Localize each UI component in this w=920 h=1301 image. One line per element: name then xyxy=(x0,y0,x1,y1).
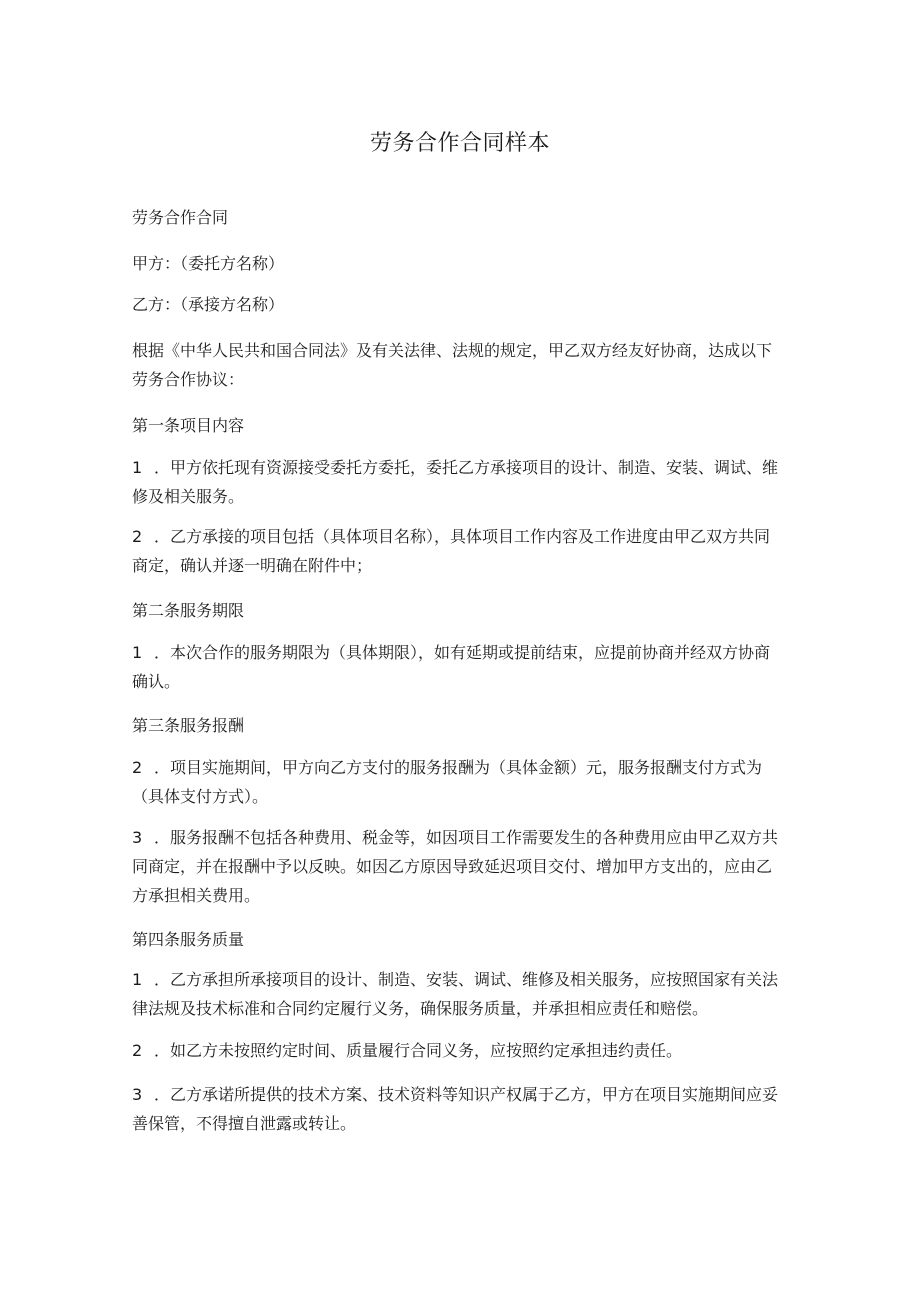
clause-text: ．甲方依托现有资源接受委托方委托，委托乙方承接项目的设计、制造、安装、调试、维修及相关服务。 xyxy=(132,458,779,506)
clause-number: 3 xyxy=(132,828,143,847)
contract-name: 劳务合作合同 xyxy=(132,208,229,227)
party-a: 甲方：（委托方名称） xyxy=(132,254,285,273)
clause-text: ．服务报酬不包括各种费用、税金等，如因项目工作需要发生的各种费用应由甲乙双方共同商定，并在报酬中予以反映。如因乙方原因导致延迟项目交付、增加甲方支出的，应由乙方承担相关费用。 xyxy=(132,828,779,905)
section-heading: 第四条服务质量 xyxy=(132,930,245,949)
clause xyxy=(132,753,782,811)
clause-number: 2 xyxy=(132,527,143,546)
clause-number: 3 xyxy=(132,1085,143,1104)
clause-text: ．项目实施期间，甲方向乙方支付的服务报酬为（具体金额）元，服务报酬支付方式为（具体支付方式）。 xyxy=(132,758,763,806)
clause-number: 1 xyxy=(132,643,143,662)
clause-text: ．乙方承担所承接项目的设计、制造、安装、调试、维修及相关服务，应按照国家有关法律法规及技术标准和合同约定履行义务，确保服务质量，并承担相应责任和赔偿。 xyxy=(132,970,779,1018)
clause-number: 1 xyxy=(132,970,143,989)
section-heading: 第一条项目内容 xyxy=(132,416,245,435)
clause-text: ．如乙方未按照约定时间、质量履行合同义务，应按照约定承担违约责任。 xyxy=(154,1041,683,1060)
document-title: 劳务合作合同样本 xyxy=(369,131,550,156)
clause xyxy=(132,453,782,511)
party-b: 乙方：（承接方名称） xyxy=(132,295,285,314)
clause xyxy=(132,522,782,580)
clause-number: 2 xyxy=(132,1041,143,1060)
section-heading: 第三条服务报酬 xyxy=(132,716,245,735)
clause xyxy=(132,823,782,910)
clause xyxy=(132,1036,782,1065)
section-heading: 第二条服务期限 xyxy=(132,601,245,620)
clause-text: ．乙方承接的项目包括（具体项目名称），具体项目工作内容及工作进度由甲乙双方共同商定，确认并逐一明确在附件中； xyxy=(132,527,771,575)
clause-text: ．本次合作的服务期限为（具体期限），如有延期或提前结束，应提前协商并经双方协商确认。 xyxy=(132,643,771,691)
clause-number: 2 xyxy=(132,758,143,777)
clause xyxy=(132,638,782,696)
clause-number: 1 xyxy=(132,458,143,477)
preamble: 根据《中华人民共和国合同法》及有关法律、法规的规定，甲乙双方经友好协商，达成以下劳务合作协议： xyxy=(132,341,773,389)
clause xyxy=(132,1080,782,1138)
clause xyxy=(132,965,782,1023)
clause-text: ．乙方承诺所提供的技术方案、技术资料等知识产权属于乙方，甲方在项目实施期间应妥善保管，不得擅自泄露或转让。 xyxy=(132,1085,779,1133)
